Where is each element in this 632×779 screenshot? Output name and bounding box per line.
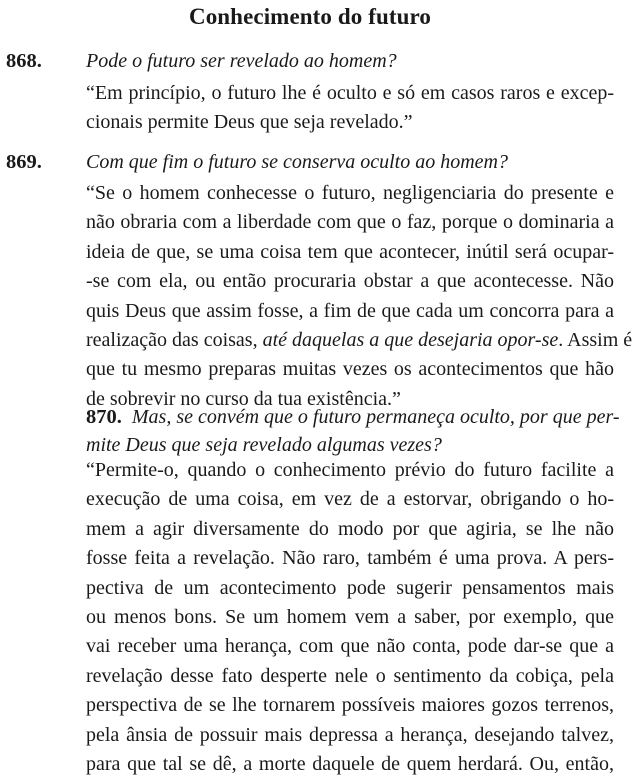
answer-870-line-9: perspectiva de se lhe tornarem possíveis maiores gozos terrenos, [86, 694, 614, 717]
answer-870 [86, 456, 614, 779]
answer-870-line-8: revelação desse fato desperte nele o sentimento da cobiça, pela [86, 664, 614, 687]
answer-869-line-1: “Se o homem conhecesse o futuro, negligenciaria do presente e [86, 182, 614, 204]
question-870 [86, 403, 620, 459]
answer-868 [86, 79, 614, 138]
answer-869-line-6 [86, 326, 632, 355]
question-870-line-2: mite Deus que seja revelado algumas vezes? [86, 434, 442, 456]
answer-868-line-2: cionais permite Deus que seja revelado.” [86, 111, 413, 134]
answer-869-line-3: ideia de que, se uma coisa tem que acontecer, inútil será ocupar- [86, 240, 614, 263]
answer-870-line-3: mem a agir diversamente do modo por que agiria, se lhe não [86, 517, 614, 540]
answer-869 [86, 179, 632, 414]
answer-869-line-6-a: realização das coisas, [86, 329, 263, 352]
answer-869-line-2: não obraria com a liberdade com que o faz, porque o dominaria a [86, 211, 614, 234]
answer-869-line-8: de sobrevir no curso da tua existência.” [86, 387, 401, 410]
answer-870-line-4: fosse feita a revelação. Não raro, também é uma prova. A pers- [86, 547, 614, 570]
question-number-868: 868. [6, 50, 42, 72]
section-title: Conhecimento do futuro [188, 4, 431, 29]
question-869: Com que fim o futuro se conserva oculto ao homem? [86, 151, 508, 173]
answer-869-line-6-italic: até daquelas a que desejaria opor-se [262, 329, 559, 352]
question-number-870: 870. [86, 406, 122, 428]
answer-870-line-7: vai receber uma herança, com que não conta, pode dar-se que a [86, 635, 614, 658]
answer-870-line-11: para que tal se dê, a morte daquele de quem herdará. Ou, então, [86, 753, 614, 776]
answer-870-line-5: pectiva de um acontecimento pode sugerir pensamentos mais [86, 576, 614, 599]
question-number-869: 869. [6, 151, 42, 173]
answer-869-line-4: -se com ela, ou então procuraria obstar a que acontecesse. Não [86, 270, 614, 293]
answer-869-line-5: quis Deus que assim fosse, a fim de que cada um concorra para a [86, 299, 614, 322]
question-868: Pode o futuro ser revelado ao homem? [86, 50, 397, 72]
answer-868-line-1: “Em princípio, o futuro lhe é oculto e só em casos raros e excep- [86, 82, 614, 104]
answer-869-line-7: que tu mesmo preparas muitas vezes os acontecimentos que hão [86, 358, 614, 381]
answer-869-line-6-b: . Assim é [558, 329, 632, 352]
answer-870-line-10: pela ânsia de possuir mais depressa a herança, desejando talvez, [86, 723, 614, 746]
answer-870-line-6: ou menos bons. Se um homem vem a saber, por exemplo, que [86, 606, 614, 629]
question-870-line-1 [86, 403, 620, 431]
answer-870-line-2: execução de uma coisa, em vez de a estorvar, obrigando o ho- [86, 488, 614, 511]
answer-870-line-1: “Permite-o, quando o conhecimento prévio do futuro facilite a [86, 459, 614, 481]
question-870-text-1: Mas, se convém que o futuro permaneça oculto, por que per- [131, 406, 620, 428]
